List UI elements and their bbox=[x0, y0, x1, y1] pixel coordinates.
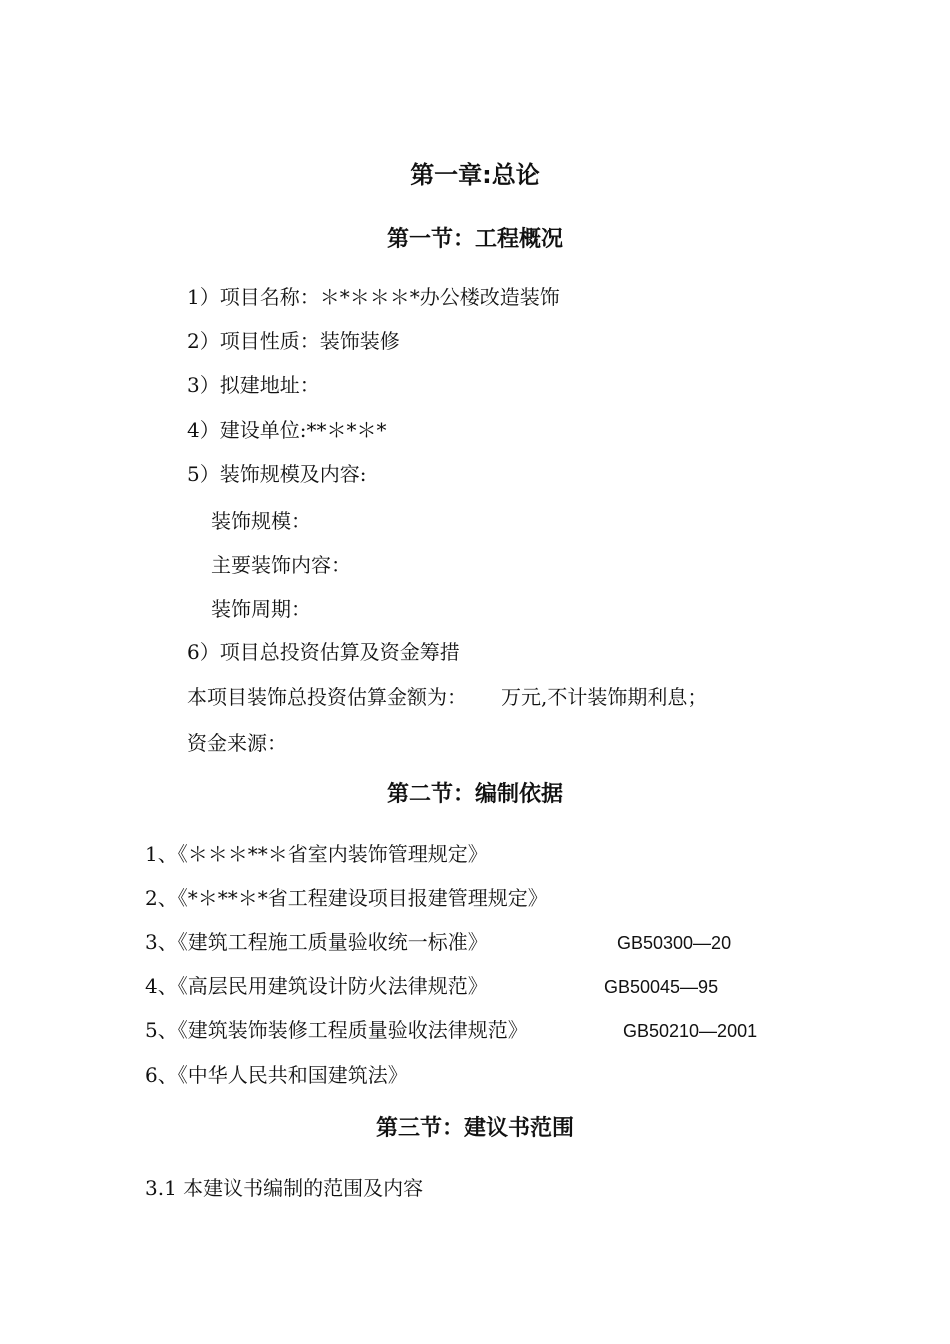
section1-item-2: 2）项目性质：装饰装修 bbox=[187, 329, 400, 353]
basis-item-3: 3、《建筑工程施工质量验收统一标准》 bbox=[145, 930, 488, 954]
investment-label: 本项目装饰总投资估算金额为： bbox=[187, 685, 467, 709]
basis-item-4: 4、《高层民用建筑设计防火法律规范》 bbox=[145, 974, 488, 998]
section1-title: 第一节：工程概况 bbox=[386, 227, 563, 252]
section1-sub-item-scale: 装饰规模： bbox=[211, 509, 311, 533]
investment-line bbox=[187, 683, 707, 711]
basis-item-4-code: GB50045—95 bbox=[604, 977, 719, 997]
section1-item-3: 3）拟建地址： bbox=[187, 373, 320, 397]
section1-sub-item-period: 装饰周期： bbox=[211, 597, 311, 621]
section1-item-5: 5）装饰规模及内容: bbox=[187, 462, 367, 486]
section3-item-1: 3.1 本建议书编制的范围及内容 bbox=[145, 1176, 424, 1200]
section1-sub-item-content: 主要装饰内容： bbox=[211, 553, 351, 577]
basis-item-2: 2、《*＊**＊*省工程建设项目报建管理规定》 bbox=[145, 886, 548, 910]
basis-item-5: 5、《建筑装饰装修工程质量验收法律规范》 bbox=[145, 1018, 528, 1042]
section1-item-1: 1）项目名称：＊*＊＊＊*办公楼改造装饰 bbox=[187, 285, 560, 309]
chapter-title: 第一章:总论 bbox=[410, 161, 540, 189]
investment-unit: 万元,不计装饰期利息； bbox=[501, 685, 708, 709]
section1-item-6: 6）项目总投资估算及资金筹措 bbox=[187, 640, 460, 664]
section2-title: 第二节：编制依据 bbox=[386, 782, 563, 807]
basis-item-1: 1、《＊＊＊**＊省室内装饰管理规定》 bbox=[145, 842, 488, 866]
section1-item-4: 4）建设单位:**＊*＊* bbox=[187, 418, 387, 442]
basis-item-6: 6、《中华人民共和国建筑法》 bbox=[145, 1063, 408, 1087]
basis-item-3-code: GB50300—20 bbox=[617, 933, 732, 953]
basis-item-5-code: GB50210—2001 bbox=[623, 1021, 758, 1041]
funding-source: 资金来源： bbox=[187, 731, 287, 755]
section3-title: 第三节：建议书范围 bbox=[375, 1116, 574, 1141]
